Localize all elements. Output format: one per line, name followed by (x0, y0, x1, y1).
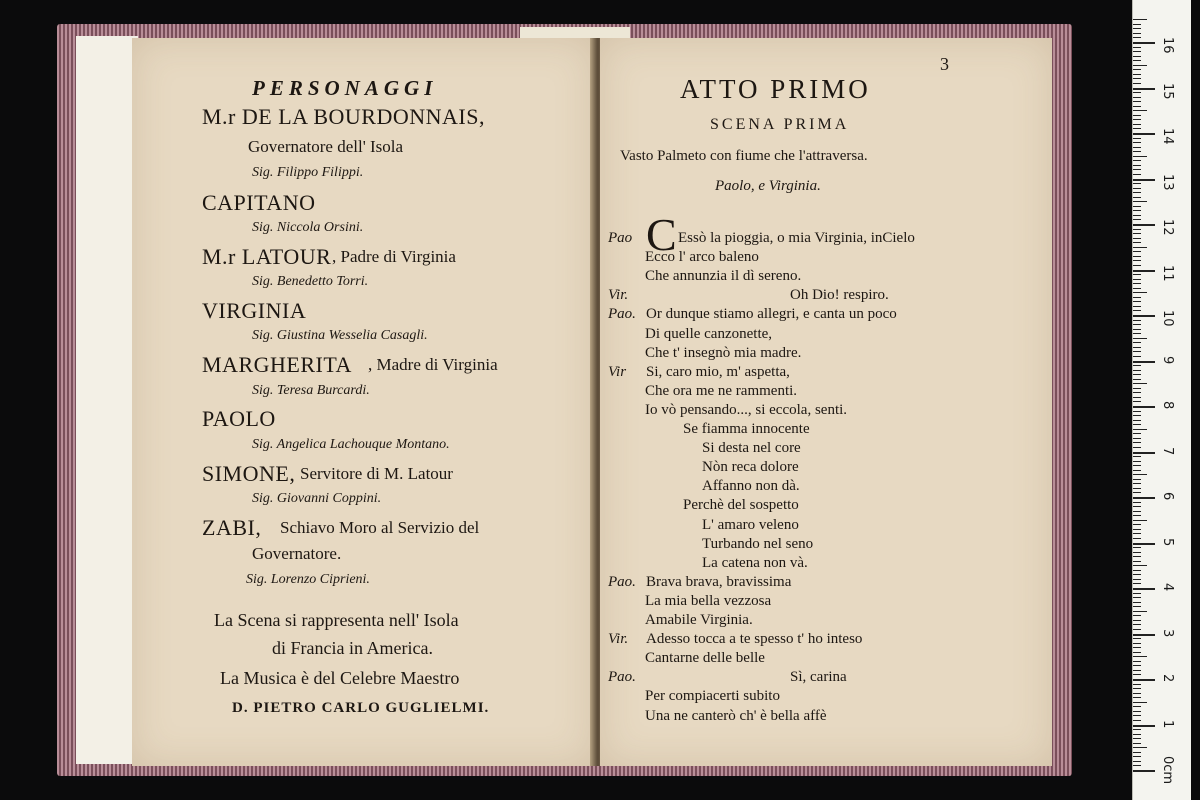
ruler-tick (1133, 620, 1141, 621)
dialogue-line: Turbando nel seno (702, 535, 814, 552)
dialogue-line: Affanno non dà. (702, 478, 800, 495)
ruler-tick (1133, 702, 1147, 703)
ruler-tick (1133, 78, 1141, 79)
ruler-number: 1 (1160, 719, 1175, 728)
ruler-tick (1133, 706, 1141, 707)
cast-singer: Sig. Angelica Lachouque Montano. (252, 437, 450, 452)
ruler-tick (1133, 538, 1141, 539)
act-title: ATTO PRIMO (680, 74, 871, 104)
cast-desc: , Padre di Virginia (332, 247, 456, 266)
ruler-tick (1133, 347, 1141, 348)
ruler-tick (1133, 119, 1141, 120)
ruler-tick (1133, 729, 1141, 730)
ruler-tick (1133, 19, 1147, 20)
ruler-tick (1133, 643, 1141, 644)
ruler-tick (1133, 279, 1141, 280)
ruler-tick (1133, 197, 1141, 198)
personaggi-heading: PERSONAGGI (252, 76, 438, 100)
speaker-label: Pao. (608, 306, 636, 323)
ruler-number: 7 (1160, 446, 1175, 455)
dialogue-line: Cantarne delle belle (645, 650, 765, 667)
dialogue-line: Perchè del sospetto (683, 497, 799, 514)
ruler-tick (1133, 270, 1155, 272)
speaker-label: Pao (608, 230, 633, 246)
ruler-tick (1133, 656, 1147, 657)
ruler-tick (1133, 124, 1141, 125)
ruler-tick (1133, 229, 1141, 230)
ruler-tick (1133, 543, 1155, 545)
ruler-tick (1133, 747, 1147, 748)
ruler-number: 0cm (1160, 756, 1175, 785)
ruler-tick (1133, 684, 1141, 685)
ruler-tick (1133, 424, 1141, 425)
ruler-tick (1133, 461, 1141, 462)
ruler-tick (1133, 452, 1155, 454)
ruler-tick (1133, 611, 1147, 612)
ruler-tick (1133, 652, 1141, 653)
ruler-tick (1133, 392, 1141, 393)
ruler-tick (1133, 401, 1141, 402)
ruler-tick (1133, 665, 1141, 666)
ruler-tick (1133, 593, 1141, 594)
page-number: 3 (940, 54, 949, 74)
composer: D. PIETRO CARLO GUGLIELMI. (232, 700, 490, 716)
ruler-tick (1133, 474, 1147, 475)
ruler-tick (1133, 301, 1141, 302)
ruler-tick (1133, 160, 1141, 161)
ruler-tick (1133, 433, 1141, 434)
ruler-tick (1133, 47, 1141, 48)
ruler-number: 13 (1160, 173, 1175, 191)
ruler-tick (1133, 142, 1141, 143)
cast-desc: Schiavo Moro al Servizio del (280, 518, 480, 537)
ruler-tick (1133, 115, 1141, 116)
ruler-tick (1133, 629, 1141, 630)
dialogue-line: Che t' insegnò mia madre. (645, 344, 802, 361)
cast-desc: , Madre di Virginia (368, 355, 498, 374)
ruler-number: 11 (1160, 264, 1175, 282)
ruler-tick (1133, 110, 1147, 111)
dialogue-line: Per compiacerti subito (645, 688, 780, 705)
ruler-tick (1133, 547, 1141, 548)
dialogue-line: La catena non và. (702, 554, 808, 571)
ruler-tick (1133, 711, 1141, 712)
ruler-tick (1133, 602, 1141, 603)
ruler-tick (1133, 151, 1141, 152)
footer-line: La Musica è del Celebre Maestro (220, 668, 460, 688)
ruler-tick (1133, 743, 1141, 744)
footer-line: di Francia in America. (272, 638, 433, 658)
dialogue-line: Brava brava, bravissima (646, 573, 792, 590)
dialogue-line: La mia bella vezzosa (645, 592, 772, 609)
ruler-tick (1133, 506, 1141, 507)
ruler-tick (1133, 411, 1141, 412)
dialogue-line: Adesso tocca a te spesso t' ho inteso (646, 631, 863, 648)
dialogue-line: Che ora me ne rammenti. (645, 382, 798, 399)
ruler-tick (1133, 138, 1141, 139)
ruler-tick (1133, 192, 1141, 193)
dialogue-line: Si, caro mio, m' aspetta, (646, 363, 790, 380)
dialogue-line: Essò la pioggia, o mia Virginia, inCielo (678, 230, 915, 246)
ruler-tick (1133, 42, 1155, 44)
ruler-tick (1133, 320, 1141, 321)
ruler-tick (1133, 438, 1141, 439)
ruler-tick (1133, 579, 1141, 580)
ruler-number: 9 (1160, 355, 1175, 364)
cast-singer: Sig. Giustina Wesselia Casagli. (252, 328, 428, 343)
ruler-number: 14 (1160, 128, 1175, 145)
ruler-tick (1133, 69, 1141, 70)
ruler-tick (1133, 265, 1141, 266)
speaker-label: Vir. (608, 631, 629, 648)
ruler-tick (1133, 28, 1141, 29)
ruler-tick (1133, 83, 1141, 84)
ruler-tick (1133, 533, 1141, 534)
ruler-tick (1133, 502, 1141, 503)
ruler-tick (1133, 688, 1141, 689)
ruler-tick (1133, 74, 1141, 75)
ruler-tick (1133, 738, 1141, 739)
right-page (600, 38, 1052, 766)
ruler-tick (1133, 442, 1141, 443)
cast-name: PAOLO (202, 406, 276, 431)
ruler-tick (1133, 128, 1141, 129)
ruler-tick (1133, 520, 1147, 521)
ruler-tick (1133, 165, 1141, 166)
ruler-tick (1133, 524, 1141, 525)
ruler-tick (1133, 242, 1141, 243)
ruler-tick (1133, 552, 1141, 553)
ruler-tick (1133, 169, 1141, 170)
ruler-tick (1133, 224, 1155, 226)
ruler-tick (1133, 734, 1141, 735)
ruler-number: 2 (1160, 674, 1175, 683)
ruler-tick (1133, 565, 1147, 566)
scene-setting: Vasto Palmeto con fiume che l'attraversa. (620, 148, 868, 164)
dialogue-line: Sì, carina (790, 669, 847, 686)
cast-desc: Governatore dell' Isola (248, 137, 404, 156)
ruler-number: 8 (1160, 401, 1175, 410)
ruler-tick (1133, 765, 1141, 766)
ruler-tick (1133, 329, 1141, 330)
ruler-number: 15 (1160, 82, 1175, 100)
measuring-ruler (1132, 0, 1191, 800)
ruler-number: 5 (1160, 537, 1175, 546)
ruler-tick (1133, 588, 1155, 590)
dialogue-line: Io vò pensando..., si eccola, senti. (645, 401, 848, 418)
ruler-tick (1133, 670, 1141, 671)
ruler-tick (1133, 365, 1141, 366)
ruler-tick (1133, 488, 1141, 489)
ruler-tick (1133, 56, 1141, 57)
ruler-tick (1133, 492, 1141, 493)
dialogue-line: Amabile Virginia. (645, 612, 753, 628)
dialogue-line: L' amaro veleno (702, 516, 799, 533)
ruler-tick (1133, 374, 1141, 375)
cast-singer: Sig. Giovanni Coppini. (252, 491, 382, 506)
ruler-tick (1133, 256, 1141, 257)
ruler-tick (1133, 310, 1141, 311)
ruler-tick (1133, 497, 1155, 499)
ruler-tick (1133, 693, 1141, 694)
ruler-tick (1133, 624, 1141, 625)
ruler-tick (1133, 183, 1141, 184)
ruler-tick (1133, 97, 1141, 98)
cast-desc: Servitore di M. Latour (300, 464, 453, 483)
flyleaf (76, 36, 138, 764)
ruler-tick (1133, 206, 1141, 207)
ruler-tick (1133, 556, 1141, 557)
speaker-label: Pao. (608, 669, 636, 686)
ruler-tick (1133, 597, 1141, 598)
cast-singer: Sig. Lorenzo Ciprieni. (246, 572, 370, 587)
cast-name: ZABI, (202, 515, 262, 540)
ruler-tick (1133, 361, 1155, 363)
ruler-tick (1133, 529, 1141, 530)
ruler-tick (1133, 615, 1141, 616)
ruler-tick (1133, 101, 1141, 102)
ruler-tick (1133, 106, 1141, 107)
ruler-tick (1133, 156, 1147, 157)
cast-name: VIRGINIA (202, 298, 307, 323)
ruler-tick (1133, 429, 1147, 430)
ruler-tick (1133, 88, 1155, 90)
ruler-tick (1133, 60, 1141, 61)
ruler-tick (1133, 288, 1141, 289)
dialogue-line: Or dunque stiamo allegri, e canta un poco (646, 306, 897, 323)
ruler-tick (1133, 583, 1141, 584)
ruler-tick (1133, 188, 1141, 189)
ruler-number: 3 (1160, 628, 1175, 637)
ruler-tick (1133, 415, 1141, 416)
ruler-tick (1133, 260, 1141, 261)
ruler-tick (1133, 511, 1141, 512)
ruler-tick (1133, 370, 1141, 371)
ruler-tick (1133, 65, 1147, 66)
ruler-tick (1133, 292, 1147, 293)
dialogue-line: Una ne canterò ch' è bella affè (645, 707, 827, 724)
ruler-tick (1133, 447, 1141, 448)
ruler-tick (1133, 351, 1141, 352)
ruler-tick (1133, 570, 1141, 571)
ruler-tick (1133, 725, 1155, 727)
cast-name: M.r LATOUR (202, 244, 332, 269)
ruler-tick (1133, 238, 1141, 239)
ruler-tick (1133, 606, 1141, 607)
ruler-tick (1133, 24, 1141, 25)
ruler-tick (1133, 661, 1141, 662)
ruler-tick (1133, 147, 1141, 148)
cast-name: SIMONE, (202, 461, 296, 486)
cast-name: M.r DE LA BOURDONNAIS, (202, 104, 485, 129)
ruler-tick (1133, 338, 1147, 339)
ruler-tick (1133, 388, 1141, 389)
ruler-tick (1133, 324, 1141, 325)
footer-line: La Scena si rappresenta nell' Isola (214, 610, 459, 630)
ruler-tick (1133, 297, 1141, 298)
ruler-tick (1133, 638, 1141, 639)
dialogue-line: Ecco l' arco baleno (645, 249, 759, 266)
ruler-number: 4 (1160, 583, 1175, 592)
cast-singer: Sig. Niccola Orsini. (252, 220, 364, 235)
ruler-tick (1133, 179, 1155, 181)
ruler-tick (1133, 37, 1141, 38)
ruler-tick (1133, 215, 1141, 216)
ruler-tick (1133, 251, 1141, 252)
ruler-tick (1133, 379, 1141, 380)
cast-singer: Sig. Teresa Burcardi. (252, 383, 370, 398)
dialogue-line: Che annunzia il dì sereno. (645, 268, 802, 285)
ruler-tick (1133, 133, 1155, 135)
ruler-tick (1133, 233, 1141, 234)
ruler-tick (1133, 574, 1141, 575)
ruler-tick (1133, 420, 1141, 421)
ruler-tick (1133, 383, 1147, 384)
ruler-tick (1133, 333, 1141, 334)
ruler-tick (1133, 470, 1141, 471)
ruler-tick (1133, 283, 1141, 284)
speaker-label: Vir. (608, 287, 629, 304)
ruler-tick (1133, 465, 1141, 466)
ruler-tick (1133, 406, 1155, 408)
ruler-tick (1133, 356, 1141, 357)
ruler-tick (1133, 697, 1141, 698)
ruler-tick (1133, 561, 1141, 562)
ruler-number: 10 (1160, 310, 1175, 327)
cast-singer: Sig. Benedetto Torri. (252, 274, 369, 289)
ruler-tick (1133, 679, 1155, 681)
left-page (132, 38, 594, 766)
ruler-number: 16 (1160, 37, 1175, 54)
ruler-tick (1133, 761, 1141, 762)
ruler-tick (1133, 647, 1141, 648)
dialogue-line: Di quelle canzonette, (645, 325, 773, 342)
ruler-tick (1133, 752, 1141, 753)
ruler-tick (1133, 397, 1141, 398)
ruler-tick (1133, 756, 1141, 757)
ruler-number: 6 (1160, 492, 1175, 501)
ruler-tick (1133, 210, 1141, 211)
cast-name: MARGHERITA (202, 352, 352, 377)
speaker-label: Pao. (608, 573, 636, 590)
ruler-tick (1133, 483, 1141, 484)
ruler-tick (1133, 247, 1147, 248)
ruler-tick (1133, 715, 1141, 716)
ruler-tick (1133, 770, 1155, 772)
ruler-tick (1133, 174, 1141, 175)
ruler-tick (1133, 720, 1141, 721)
ruler-tick (1133, 33, 1141, 34)
ruler-tick (1133, 674, 1141, 675)
cast-name: CAPITANO (202, 190, 316, 215)
ruler-tick (1133, 274, 1141, 275)
scene-characters: Paolo, e Virginia. (715, 178, 821, 194)
cast-desc: Governatore. (252, 544, 342, 563)
ruler-tick (1133, 306, 1141, 307)
dialogue-line: Si desta nel core (702, 440, 801, 457)
ruler-tick (1133, 342, 1141, 343)
ruler-tick (1133, 515, 1141, 516)
ruler-tick (1133, 51, 1141, 52)
ruler-tick (1133, 92, 1141, 93)
scene-title: SCENA PRIMA (710, 116, 850, 133)
cast-singer: Sig. Filippo Filippi. (252, 165, 364, 180)
dialogue-line: Oh Dio! respiro. (790, 287, 889, 304)
ruler-tick (1133, 456, 1141, 457)
ruler-tick (1133, 201, 1147, 202)
drop-cap: C (646, 209, 677, 260)
dialogue-line: Se fiamma innocente (683, 421, 810, 437)
ruler-tick (1133, 479, 1141, 480)
ruler-number: 12 (1160, 219, 1175, 236)
ruler-tick (1133, 219, 1141, 220)
ruler-tick (1133, 634, 1155, 636)
dialogue-line: Nòn reca dolore (702, 459, 799, 476)
ruler-tick (1133, 315, 1155, 317)
speaker-label: Vir (608, 363, 627, 380)
